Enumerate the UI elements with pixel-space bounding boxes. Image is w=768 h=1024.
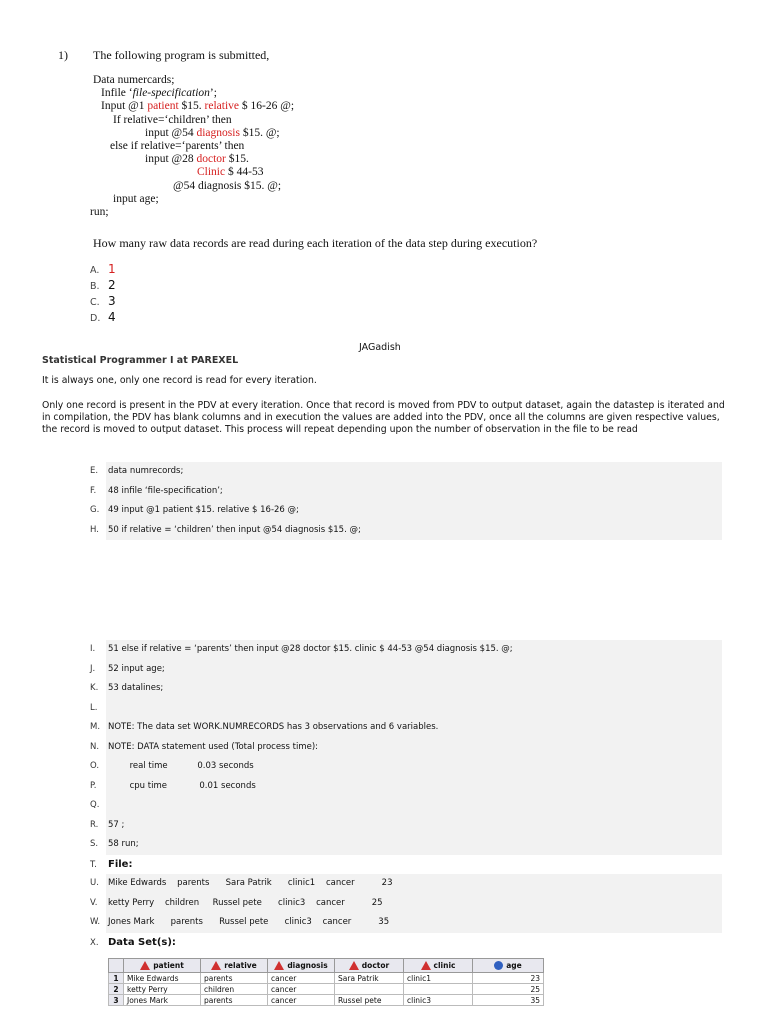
log-line: L. xyxy=(106,699,722,719)
cell-diagnosis: cancer xyxy=(268,995,335,1006)
code-line: else if relative=‘parents’ then xyxy=(110,139,245,152)
warning-triangle-icon xyxy=(349,961,359,970)
log-line: E. data numrecords; xyxy=(106,462,722,482)
cell-age: 35 xyxy=(473,995,544,1006)
warning-triangle-icon xyxy=(140,961,150,970)
column-header-relative[interactable]: relative xyxy=(201,959,268,973)
row-index: 1 xyxy=(109,973,124,984)
log-line: J. 52 input age; xyxy=(106,660,722,680)
row-index: 2 xyxy=(109,984,124,995)
log-line: M. NOTE: The data set WORK.NUMRECORDS has 3 observations and 6 variables. xyxy=(106,718,722,738)
cell-doctor: Russel pete xyxy=(335,995,404,1006)
cell-patient: Mike Edwards xyxy=(124,973,201,984)
question-number: 1) xyxy=(58,48,68,62)
log-line: R. 57 ; xyxy=(106,816,722,836)
warning-triangle-icon xyxy=(274,961,284,970)
column-header-clinic[interactable]: clinic xyxy=(404,959,473,973)
file-row: V. ketty Perry children Russel pete clinic3 cancer 25 xyxy=(106,894,722,914)
code-line: input @28 doctor $15. xyxy=(145,153,249,166)
info-circle-icon xyxy=(494,961,503,970)
column-header-age[interactable]: age xyxy=(473,959,544,973)
file-row: W. Jones Mark parents Russel pete clinic3 cancer 35 xyxy=(106,913,722,933)
column-header-doctor[interactable]: doctor xyxy=(335,959,404,973)
warning-triangle-icon xyxy=(211,961,221,970)
option-c: C. 3 xyxy=(90,294,116,308)
cell-doctor: Sara Patrik xyxy=(335,973,404,984)
table-row xyxy=(109,973,544,984)
question-prompt: How many raw data records are read during each iteration of the data step during execution? xyxy=(93,236,538,250)
cell-clinic xyxy=(404,984,473,995)
cell-relative: children xyxy=(201,984,268,995)
log-line: S. 58 run; xyxy=(106,835,722,855)
cell-diagnosis: cancer xyxy=(268,984,335,995)
answer-summary: It is always one, only one record is read for every iteration. xyxy=(42,375,317,386)
cell-clinic: clinic3 xyxy=(404,995,473,1006)
cell-relative: parents xyxy=(201,973,268,984)
author-role: Statistical Programmer I at PAREXEL xyxy=(42,355,239,366)
question-intro: The following program is submitted, xyxy=(93,48,270,62)
author-name: JAGadish xyxy=(359,342,401,353)
log-line: F. 48 infile ‘file-specification’; xyxy=(106,482,722,502)
log-line: K. 53 datalines; xyxy=(106,679,722,699)
code-block xyxy=(90,74,295,219)
cell-patient: Jones Mark xyxy=(124,995,201,1006)
cell-relative: parents xyxy=(201,995,268,1006)
option-b: B. 2 xyxy=(90,278,116,292)
code-line: If relative=‘children’ then xyxy=(113,113,232,126)
code-line: Infile ‘file-specification’; xyxy=(101,87,217,100)
warning-triangle-icon xyxy=(421,961,431,970)
code-line: input age; xyxy=(113,192,159,205)
log-line: I. 51 else if relative = ‘parents’ then input @28 doctor $15. clinic $ 44-53 @54 diagnosis $15. @; xyxy=(106,640,722,660)
code-line: Data numercards; xyxy=(93,74,175,86)
option-a: A. 1 xyxy=(90,262,116,276)
option-d: D. 4 xyxy=(90,310,116,324)
log-block-2 xyxy=(90,640,722,952)
file-heading: T. File: xyxy=(90,858,133,870)
code-line: @54 diagnosis $15. @; xyxy=(173,179,282,192)
cell-clinic: clinic1 xyxy=(404,973,473,984)
table-row xyxy=(109,995,544,1006)
file-row: U. Mike Edwards parents Sara Patrik clinic1 cancer 23 xyxy=(106,874,722,894)
log-line: H. 50 if relative = ‘children’ then input @54 diagnosis $15. @; xyxy=(106,521,722,541)
cell-doctor xyxy=(335,984,404,995)
column-header-patient[interactable]: patient xyxy=(124,959,201,973)
log-line: O. real time 0.03 seconds xyxy=(106,757,722,777)
code-line: Input @1 patient $15. relative $ 16-26 @; xyxy=(101,100,295,113)
log-line: P. cpu time 0.01 seconds xyxy=(106,777,722,797)
cell-diagnosis: cancer xyxy=(268,973,335,984)
dataset-heading: X. Data Set(s): xyxy=(90,936,176,948)
code-line: Clinic $ 44-53 xyxy=(197,166,264,179)
cell-patient: ketty Perry xyxy=(124,984,201,995)
row-index: 3 xyxy=(109,995,124,1006)
row-index-header xyxy=(109,959,124,973)
answer-explanation: Only one record is present in the PDV at every iteration. Once that record is moved from PDV to output dataset, again the datastep is iterated and in compilation, the PDV has blank columns and in execution the values are added into the PDV, once all the columns are given respective values, the record is moved to output dataset. This process will repeat depending upon the number of observation in the file to be read xyxy=(42,400,725,435)
log-line: Q. xyxy=(106,796,722,816)
code-line: input @54 diagnosis $15. @; xyxy=(145,126,280,139)
log-line: G. 49 input @1 patient $15. relative $ 16-26 @; xyxy=(106,501,722,521)
cell-age: 23 xyxy=(473,973,544,984)
code-line: run; xyxy=(90,205,109,218)
log-line: N. NOTE: DATA statement used (Total process time): xyxy=(106,738,722,758)
log-block-1 xyxy=(90,462,722,540)
column-header-diagnosis[interactable]: diagnosis xyxy=(268,959,335,973)
dataset-table xyxy=(108,958,544,1006)
cell-age: 25 xyxy=(473,984,544,995)
table-row xyxy=(109,984,544,995)
answer-options xyxy=(90,262,116,326)
